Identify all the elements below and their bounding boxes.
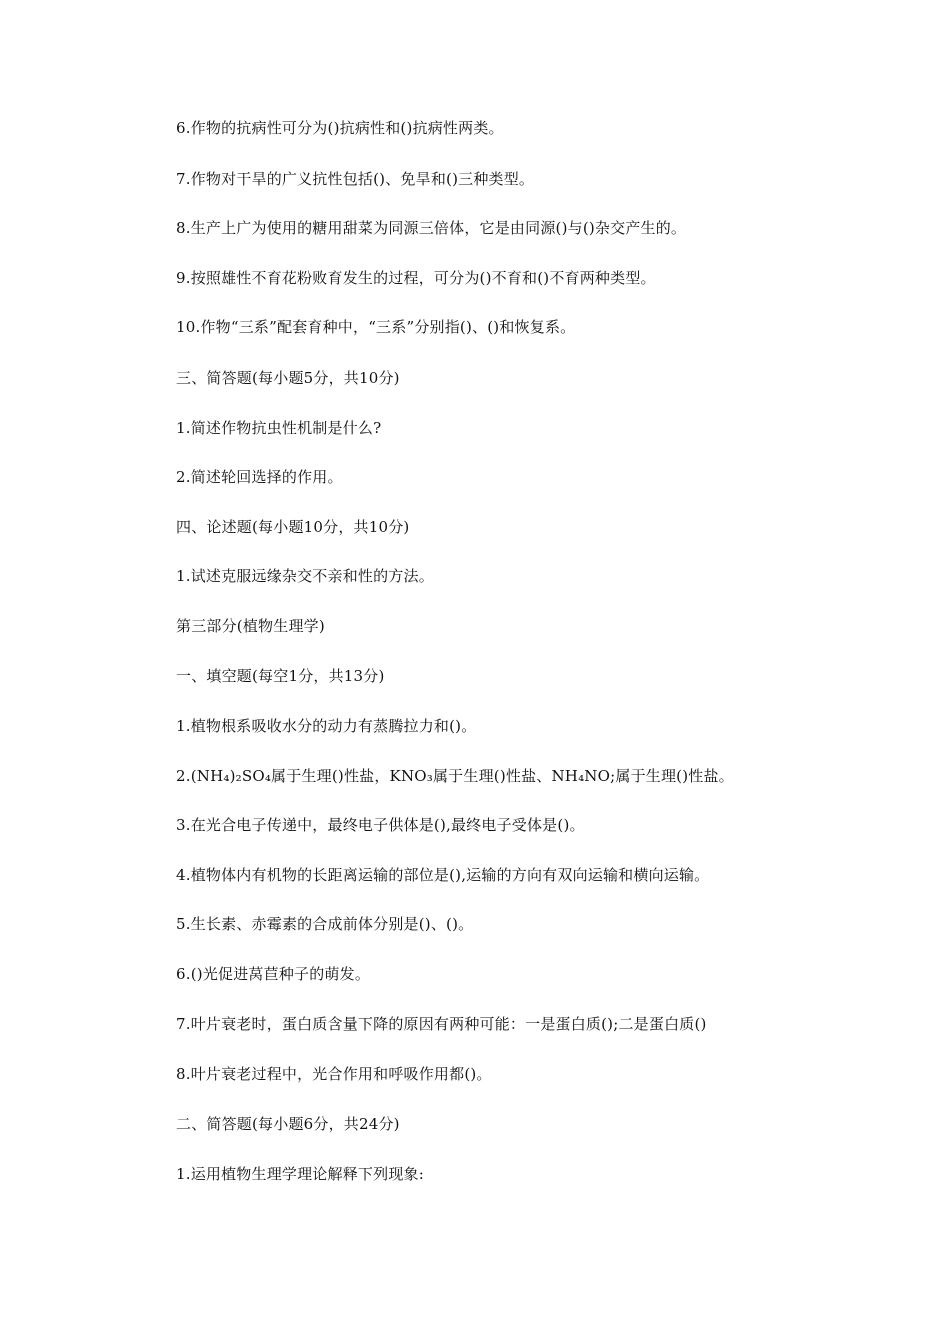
- section-heading: 一、填空题(每空1分，共13分): [176, 667, 385, 685]
- section-heading: 四、论述题(每小题10分，共10分): [176, 518, 410, 536]
- question-line: 10.作物“三系”配套育种中，“三系”分别指()、()和恢复系。: [176, 318, 576, 336]
- question-line: 2.简述轮回选择的作用。: [176, 468, 343, 486]
- section-heading: 三、简答题(每小题5分，共10分): [176, 369, 400, 387]
- question-line: 5.生长素、赤霉素的合成前体分别是()、()。: [176, 915, 474, 933]
- question-line: 7.叶片衰老时，蛋白质含量下降的原因有两种可能：一是蛋白质();二是蛋白质(): [176, 1015, 707, 1033]
- question-line: 6.作物的抗病性可分为()抗病性和()抗病性两类。: [176, 119, 504, 137]
- question-line: 2.(NH₄)₂SO₄属于生理()性盐，KNO₃属于生理()性盐、NH₄NO;属于生理()性盐。: [176, 767, 734, 785]
- question-line: 4.植物体内有机物的长距离运输的部位是(),运输的方向有双向运输和横向运输。: [176, 866, 710, 884]
- question-line: 1.运用植物生理学理论解释下列现象:: [176, 1165, 424, 1183]
- part-heading: 第三部分(植物生理学): [176, 617, 325, 635]
- question-line: 3.在光合电子传递中，最终电子供体是(),最终电子受体是()。: [176, 816, 585, 834]
- question-line: 8.生产上广为使用的糖用甜菜为同源三倍体，它是由同源()与()杂交产生的。: [176, 219, 687, 237]
- question-line: 7.作物对干旱的广义抗性包括()、免旱和()三种类型。: [176, 170, 535, 188]
- question-line: 1.简述作物抗虫性机制是什么?: [176, 419, 382, 437]
- question-line: 8.叶片衰老过程中，光合作用和呼吸作用都()。: [176, 1065, 492, 1083]
- question-line: 1.植物根系吸收水分的动力有蒸腾拉力和()。: [176, 717, 477, 735]
- question-line: 9.按照雄性不育花粉败育发生的过程，可分为()不育和()不育两种类型。: [176, 269, 656, 287]
- question-line: 1.试述克服远缘杂交不亲和性的方法。: [176, 567, 434, 585]
- section-heading: 二、简答题(每小题6分，共24分): [176, 1115, 400, 1133]
- question-line: 6.()光促进莴苣种子的萌发。: [176, 965, 371, 983]
